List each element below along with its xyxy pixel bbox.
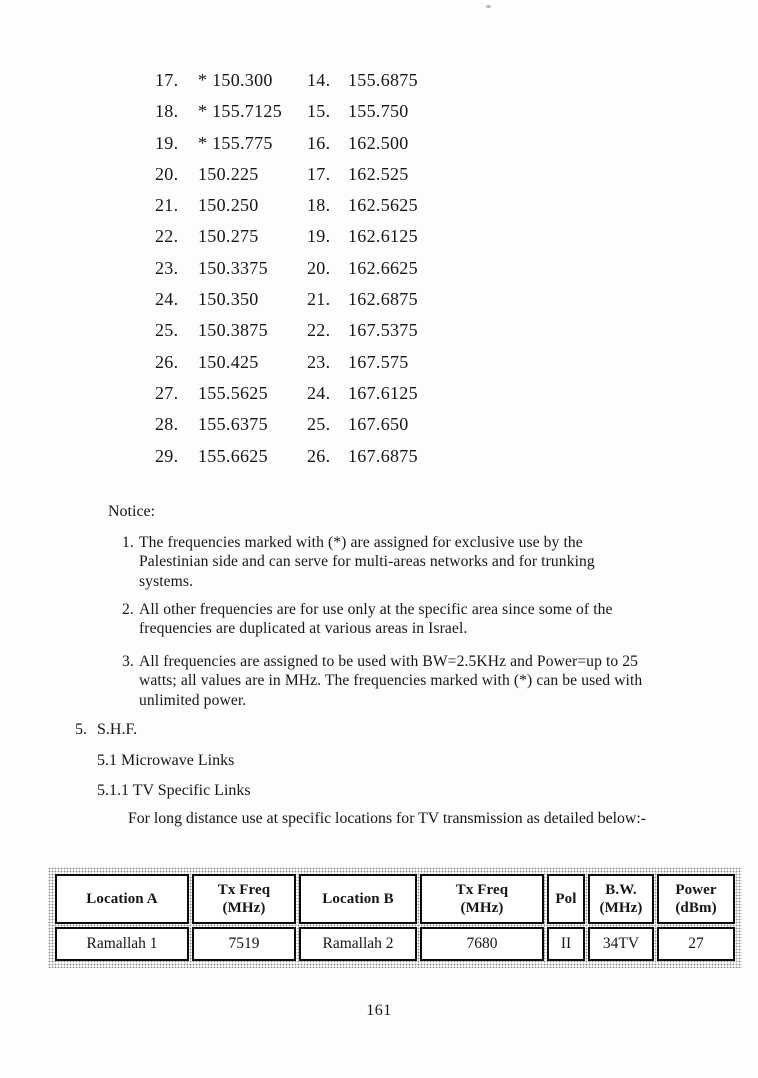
freq-right-value: 162.6625 (348, 257, 418, 278)
freq-right-value: 167.5375 (348, 320, 418, 341)
notice-item-number: 1. (122, 534, 134, 551)
page-number: 161 (366, 1002, 392, 1019)
cell-tx-freq-a: 7519 (192, 927, 296, 961)
frequency-list (155, 70, 488, 477)
frequency-row (155, 133, 488, 164)
freq-left-value: * 155.7125 (198, 101, 282, 122)
freq-left-value: 155.6625 (198, 445, 268, 466)
tv-links-table-grid (52, 871, 738, 964)
header-line: (MHz) (599, 900, 643, 916)
header-line: Location A (86, 891, 158, 907)
header-line: Tx Freq (455, 882, 509, 898)
freq-left-value: * 155.775 (198, 132, 273, 153)
freq-left-number: 17. (155, 70, 179, 90)
header-line: Power (675, 882, 717, 898)
header-tx-freq-b (420, 874, 544, 924)
header-line: Tx Freq (217, 882, 271, 898)
freq-right-number: 25. (307, 414, 331, 435)
freq-right-value: 167.650 (348, 414, 409, 435)
freq-left-value: 155.5625 (198, 382, 268, 403)
section-title: S.H.F. (97, 721, 138, 738)
freq-right-number: 15. (307, 101, 331, 122)
notice-line: Palestinian side and can serve for multi-areas networks and for trunking (139, 553, 595, 571)
frequency-row (155, 352, 488, 383)
freq-left-number: 24. (155, 289, 179, 310)
notice-item-text (139, 600, 613, 639)
freq-left-number: 21. (155, 195, 179, 216)
frequency-row (155, 320, 488, 351)
frequency-row (155, 101, 488, 132)
freq-right-value: 162.6875 (348, 289, 418, 310)
cell-bw: 34TV (588, 927, 654, 961)
freq-right-number: 21. (307, 289, 331, 310)
frequency-row (155, 70, 488, 101)
freq-left-value: 150.350 (198, 289, 259, 310)
table-header-row (55, 874, 735, 924)
header-location-a (55, 874, 189, 924)
header-line: Location B (322, 891, 394, 907)
freq-left-value: 150.225 (198, 163, 259, 184)
freq-left-value: 150.275 (198, 226, 259, 247)
freq-left-number: 22. (155, 226, 179, 247)
header-line: Pol (555, 891, 577, 907)
section-heading-shf (75, 721, 137, 739)
tv-links-table (48, 867, 742, 968)
freq-right-number: 22. (307, 320, 331, 341)
notice-line: The frequencies marked with (*) are assigned for exclusive use by the (139, 534, 583, 551)
header-line: (dBm) (675, 900, 717, 916)
notice-line: All other frequencies are for use only at the specific area since some of the (139, 601, 613, 618)
freq-right-value: 167.6875 (348, 445, 418, 466)
notice-line: All frequencies are assigned to be used with BW=2.5KHz and Power=up to 25 (139, 653, 639, 670)
scan-artifact-dot (486, 5, 491, 8)
freq-right-value: 162.500 (348, 132, 409, 153)
table-data-row (55, 927, 735, 961)
freq-right-value: 162.6125 (348, 226, 418, 247)
notice-line: watts; all values are in MHz. The frequencies marked with (*) can be used with (139, 672, 643, 690)
freq-right-number: 23. (307, 351, 331, 372)
frequency-row (155, 195, 488, 226)
frequency-row (155, 414, 488, 445)
cell-location-b: Ramallah 2 (299, 927, 417, 961)
frequency-row (155, 289, 488, 320)
freq-right-number: 19. (307, 226, 331, 247)
frequency-row (155, 446, 488, 477)
notice-line: unlimited power. (139, 691, 247, 709)
frequency-row (155, 164, 488, 195)
freq-right-number: 14. (307, 70, 331, 90)
section-heading-tv-specific-links: 5.1.1 TV Specific Links (97, 782, 251, 799)
section-heading-microwave-links: 5.1 Microwave Links (97, 752, 235, 769)
freq-left-value: 155.6375 (198, 414, 268, 435)
freq-left-number: 18. (155, 101, 179, 122)
notice-line: systems. (139, 572, 194, 590)
freq-right-value: 167.6125 (348, 382, 418, 403)
freq-left-number: 26. (155, 351, 179, 372)
notice-item-text (139, 652, 642, 710)
freq-right-number: 16. (307, 132, 331, 153)
freq-left-number: 25. (155, 320, 179, 341)
frequency-row (155, 258, 488, 289)
header-location-b (299, 874, 417, 924)
cell-pol: II (547, 927, 585, 961)
header-line: (MHz) (222, 900, 266, 916)
table-intro-sentence: For long distance use at specific locations for TV transmission as detailed below:- (128, 810, 646, 827)
notice-heading: Notice: (108, 503, 156, 520)
cell-power: 27 (657, 927, 735, 961)
freq-left-number: 28. (155, 414, 179, 435)
freq-right-value: 155.6875 (348, 70, 418, 90)
header-power (657, 874, 735, 924)
notice-item-3 (122, 652, 642, 710)
cell-tx-freq-b: 7680 (420, 927, 544, 961)
notice-line: frequencies are duplicated at various areas in Israel. (139, 620, 468, 638)
notice-item-1 (122, 533, 595, 591)
freq-left-value: 150.3875 (198, 320, 268, 341)
cell-location-a: Ramallah 1 (55, 927, 189, 961)
freq-left-number: 20. (155, 163, 179, 184)
header-tx-freq-a (192, 874, 296, 924)
notice-item-2 (122, 600, 613, 639)
freq-right-number: 20. (307, 257, 331, 278)
notice-item-number: 3. (122, 653, 134, 670)
freq-left-value: 150.425 (198, 351, 259, 372)
freq-right-number: 24. (307, 382, 331, 403)
header-line: B.W. (605, 882, 637, 898)
freq-right-number: 17. (307, 163, 331, 184)
freq-right-value: 167.575 (348, 351, 409, 372)
freq-left-number: 29. (155, 445, 179, 466)
freq-left-value: 150.3375 (198, 257, 268, 278)
freq-right-number: 18. (307, 195, 331, 216)
freq-right-value: 162.525 (348, 163, 409, 184)
frequency-row (155, 383, 488, 414)
freq-left-value: * 150.300 (198, 70, 273, 90)
header-line: (MHz) (460, 900, 504, 916)
freq-left-number: 19. (155, 132, 179, 153)
freq-left-number: 27. (155, 382, 179, 403)
header-pol (547, 874, 585, 924)
freq-right-value: 155.750 (348, 101, 409, 122)
freq-right-number: 26. (307, 445, 331, 466)
notice-item-text (139, 533, 595, 591)
freq-left-number: 23. (155, 257, 179, 278)
freq-right-value: 162.5625 (348, 195, 418, 216)
freq-left-value: 150.250 (198, 195, 259, 216)
header-bw (588, 874, 654, 924)
notice-item-number: 2. (122, 601, 134, 618)
section-number: 5. (75, 721, 87, 738)
frequency-row (155, 226, 488, 257)
